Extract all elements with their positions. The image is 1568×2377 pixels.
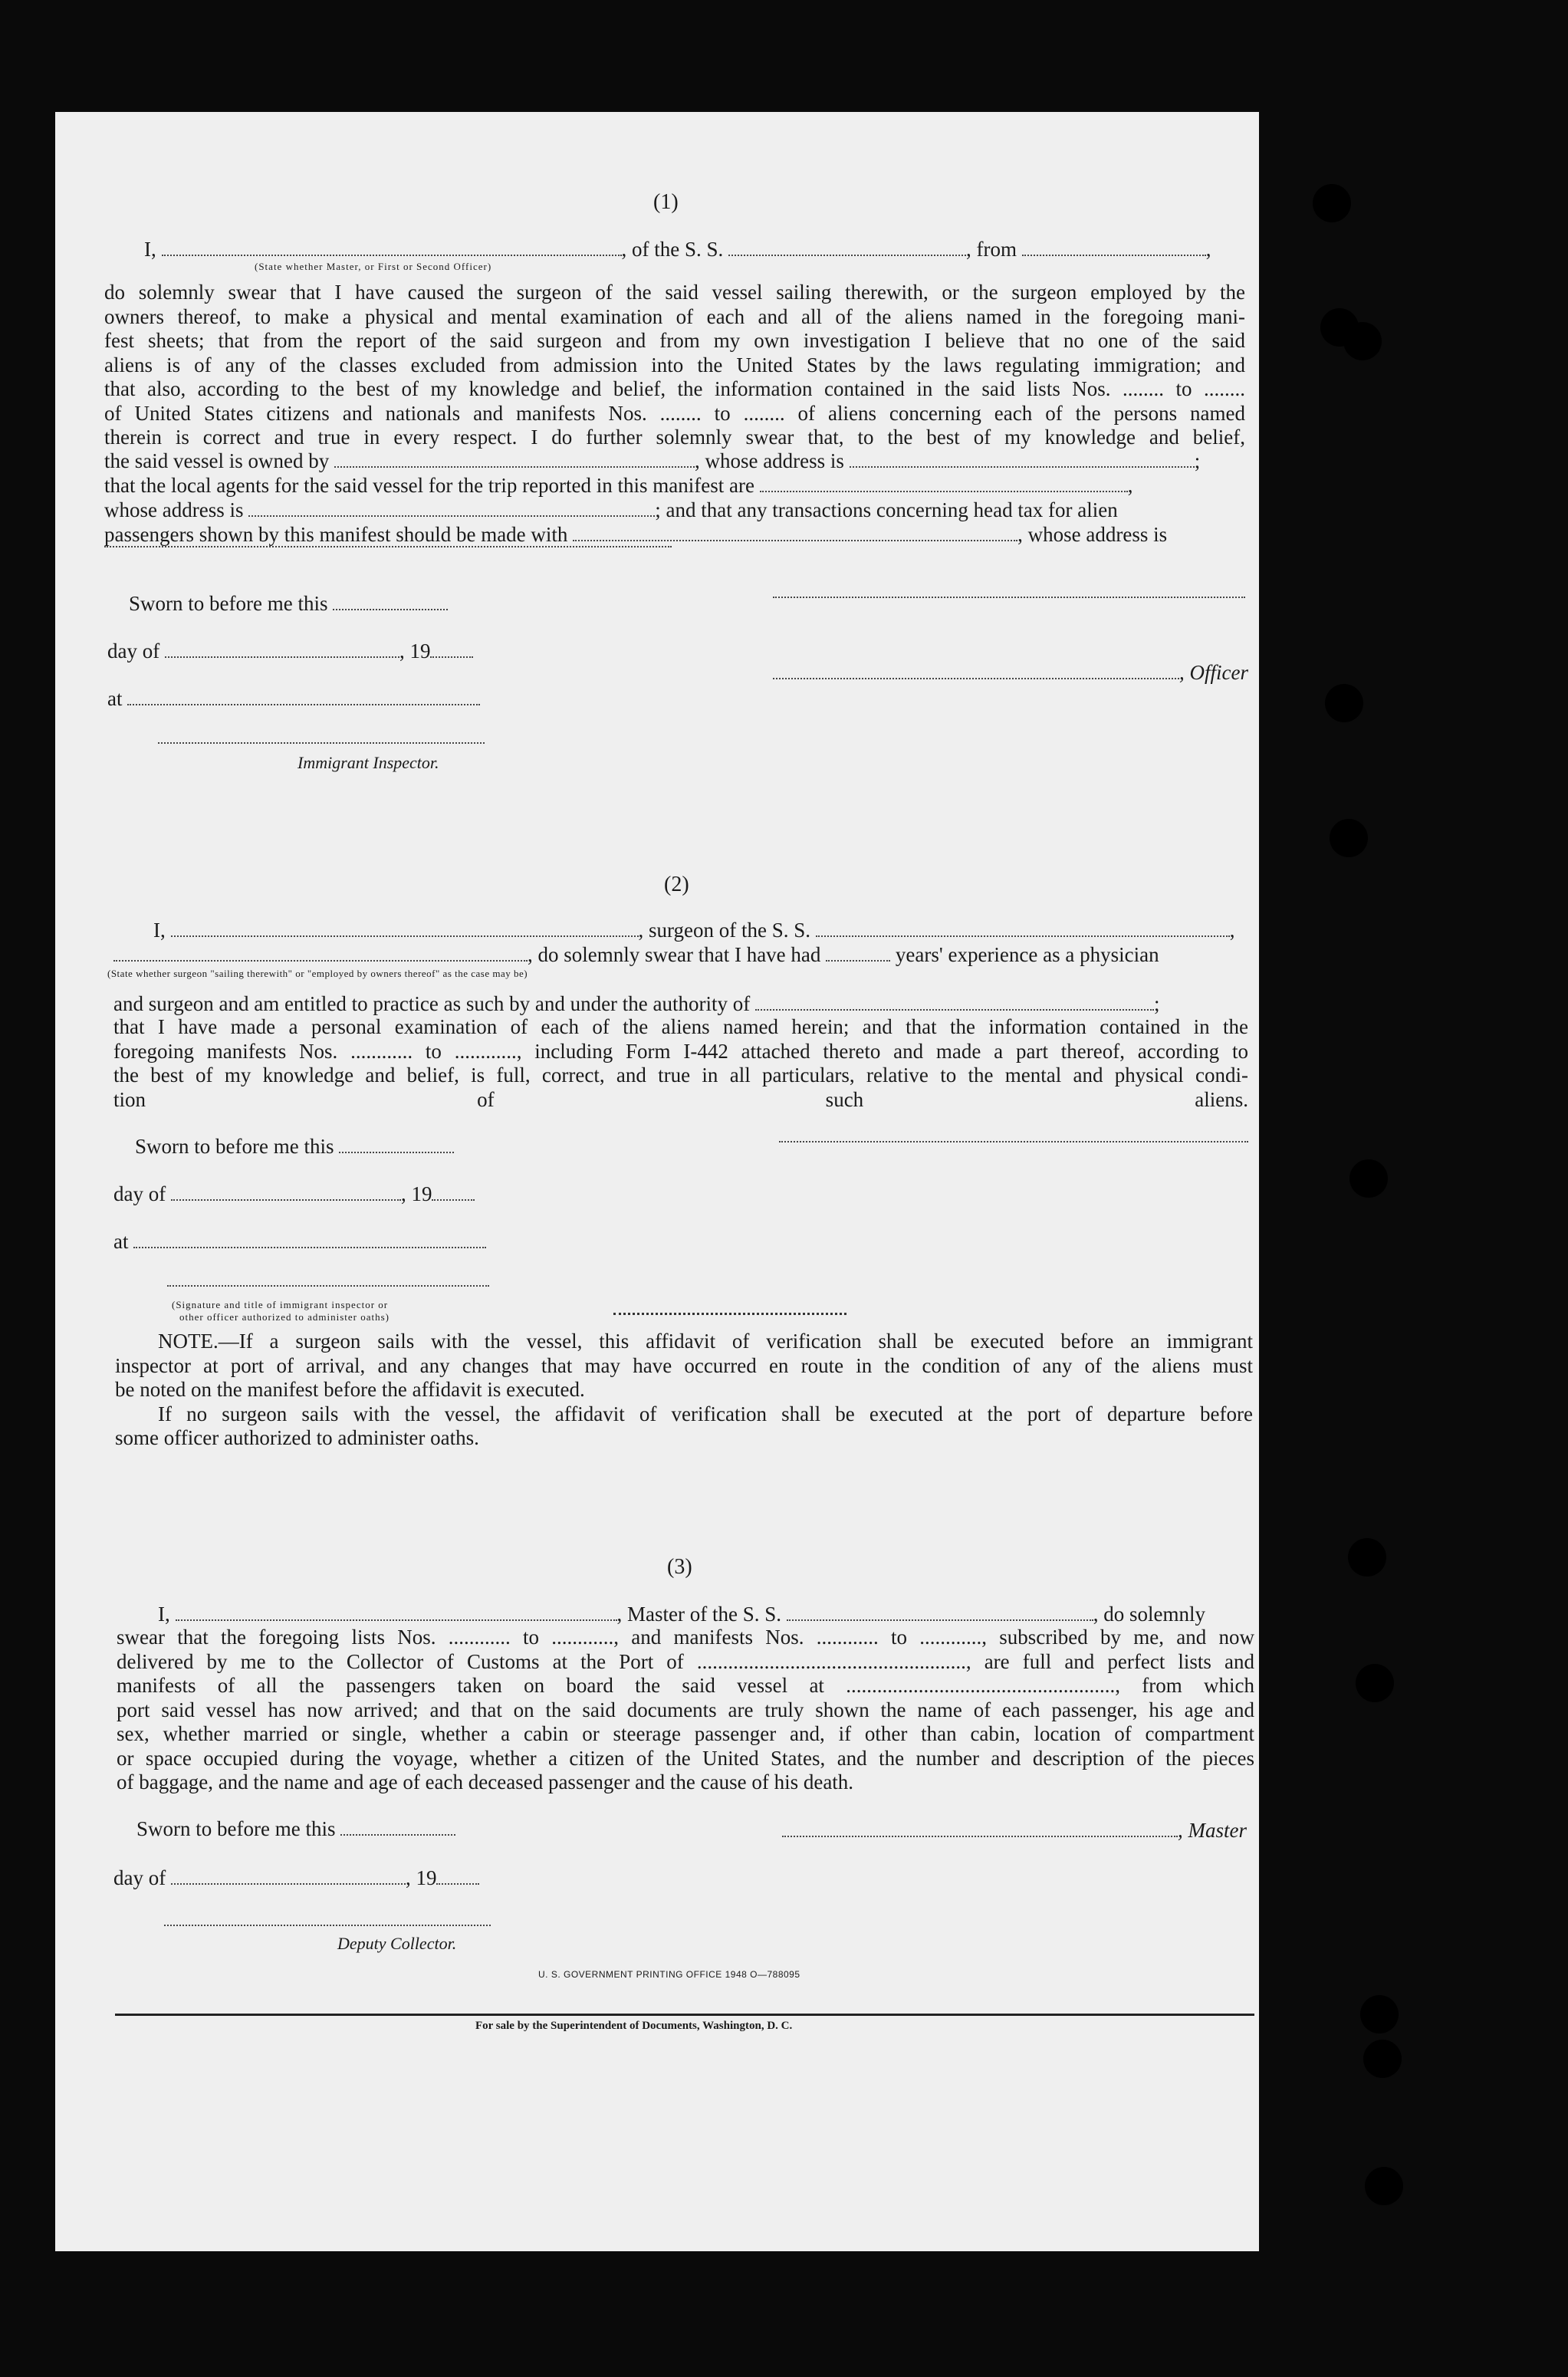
s2-body-line-2: foregoing manifests Nos. ............ to ............, including Form I-442 attached thereto and made a part thereof, according to	[113, 1039, 1248, 1063]
month-field-3[interactable]	[171, 1869, 406, 1885]
officer-rank-field[interactable]	[162, 241, 622, 256]
s2-body-line-3: the best of my knowledge and belief, is full, correct, and true in all particulars, relative to the mental and physical condi-	[113, 1064, 1248, 1087]
text-master-of-ss: , Master of the S. S.	[616, 1603, 781, 1626]
s2-note-line-1: NOTE.—If a surgeon sails with the vessel, this affidavit of verification shall be executed before an immigrant	[158, 1330, 1253, 1353]
surgeon-signature-field[interactable]	[779, 1141, 1248, 1142]
punch-hole-9	[1360, 1995, 1399, 2033]
s1-body-line-5: that also, according to the best of my knowledge and belief, the information contained in the said lists Nos. ........ to ........	[104, 377, 1245, 400]
text-i: I,	[144, 238, 156, 261]
section-2-line-2	[113, 943, 1159, 967]
year-field-2[interactable]	[432, 1185, 475, 1201]
text-whose-address-3: , whose address is	[1017, 523, 1168, 546]
year-field[interactable]	[430, 643, 473, 658]
section-3-line-1	[158, 1603, 1205, 1626]
text-years-experience: years' experience as a physician	[895, 943, 1159, 966]
text-i: I,	[158, 1603, 170, 1626]
footer-rule	[115, 2014, 1254, 2016]
text-head-tax: ; and that any transactions concerning head tax for alien	[655, 498, 1118, 521]
head-tax-agent-field[interactable]	[573, 526, 1017, 541]
s1-passengers-line	[104, 523, 1167, 547]
s1-body-line-3: fest sheets; that from the report of the said surgeon and from my own investigation I believe that no one of the said	[104, 329, 1245, 352]
master-name-field[interactable]	[176, 1606, 617, 1621]
s2-note-line-5: some officer authorized to administer oaths.	[115, 1426, 479, 1449]
head-tax-address-field[interactable]	[104, 546, 672, 547]
text-master: , Master	[1178, 1819, 1247, 1842]
s1-agent-address-line	[104, 498, 1118, 522]
s2-note-line-2: inspector at port of arrival, and any changes that may have occurred en route in the condition of any of the aliens must	[115, 1353, 1253, 1377]
text-surgeon-of-ss: , surgeon of the S. S.	[638, 919, 811, 942]
s1-body-line-1: do solemnly swear that I have caused the surgeon of the said vessel sailing therewith, or the surgeon employed by the	[104, 281, 1245, 304]
s3-body-line-1: swear that the foregoing lists Nos. ............ to ............, and manifests Nos. ............ to ............, subscribed by me, and now	[117, 1626, 1254, 1649]
sworn-day-field[interactable]	[333, 595, 448, 610]
owner-field[interactable]	[334, 452, 695, 468]
s1-body-line-4: aliens is of any of the classes excluded from admission into the United States by the laws regulating immigration; and	[104, 353, 1245, 376]
section-1-caption: (State whether Master, or First or Second Officer)	[255, 261, 492, 272]
text-do-solemnly-swear: , do solemnly swear that I have had	[528, 943, 821, 966]
section-1-line-1: I, , of the S. S. , from ,	[144, 238, 1211, 261]
section-2-note	[115, 1330, 1253, 1451]
text-officer: , Officer	[1179, 661, 1248, 684]
s3-collector-caption: Deputy Collector.	[337, 1934, 457, 1953]
agent-address-field[interactable]	[248, 501, 655, 517]
punch-hole-7	[1348, 1538, 1386, 1576]
s2-sig-caption-1: (Signature and title of immigrant inspector or	[172, 1299, 389, 1310]
surgeon-name-field[interactable]	[171, 922, 639, 937]
s3-body-line-3: manifests of all the passengers taken on board the said vessel at ...................................................., from which	[117, 1674, 1254, 1697]
s3-sworn-line	[136, 1817, 455, 1841]
from-port-field[interactable]	[1022, 241, 1206, 256]
text-whose-address: , whose address is	[694, 449, 844, 472]
text-sworn: Sworn to before me this	[135, 1135, 334, 1158]
punch-hole-10	[1363, 2040, 1402, 2078]
punch-hole-8	[1356, 1664, 1394, 1702]
officer-signature-field[interactable]	[773, 597, 1245, 598]
text-19: , 19	[400, 1182, 432, 1205]
sworn-day-field-2[interactable]	[339, 1138, 454, 1153]
vessel-name-field[interactable]	[728, 241, 966, 256]
vessel-name-field-2[interactable]	[816, 922, 1230, 937]
text-at: at	[107, 687, 123, 710]
text-local-agents: that the local agents for the said vessel for the trip reported in this manifest are	[104, 474, 754, 497]
s3-body-line-7: of baggage, and the name and age of each deceased passenger and the cause of his death.	[117, 1770, 854, 1793]
s1-inspector-caption: Immigrant Inspector.	[297, 753, 439, 772]
punch-hole-5	[1330, 819, 1368, 857]
text-day-of: day of	[113, 1182, 166, 1205]
vessel-name-field-3[interactable]	[787, 1606, 1093, 1621]
text-19: , 19	[399, 639, 431, 662]
s2-sworn-line	[135, 1135, 454, 1159]
gpo-imprint: U. S. GOVERNMENT PRINTING OFFICE 1948 O—788095	[538, 1969, 800, 1980]
punch-hole-11	[1365, 2167, 1403, 2205]
s3-body-line-4: port said vessel has now arrived; and that on the said documents are truly shown the name of each passenger, his age and	[117, 1698, 1254, 1721]
section-2-number: (2)	[664, 873, 689, 896]
text-sworn: Sworn to before me this	[129, 592, 328, 615]
section-1-body	[104, 281, 1245, 450]
text-whose-address-2: whose address is	[104, 498, 244, 521]
month-field[interactable]	[165, 643, 399, 658]
s1-body-line-2: owners thereof, to make a physical and mental examination of each and all of the aliens named in the foregoing mani-	[104, 304, 1245, 328]
punch-hole-1	[1313, 184, 1351, 222]
sale-notice: For sale by the Superintendent of Documents, Washington, D. C.	[475, 2020, 793, 2032]
s1-body-line-7: therein is correct and true in every respect. I do further solemnly swear that, to the best of my knowledge and belief,	[104, 426, 1245, 449]
s1-at-line	[107, 687, 480, 711]
place-field[interactable]	[127, 690, 480, 705]
section-2-line-1: I, , surgeon of the S. S. ,	[153, 919, 1235, 942]
year-field-3[interactable]	[436, 1869, 479, 1885]
section-3-number: (3)	[667, 1555, 692, 1579]
section-3-body	[117, 1626, 1254, 1795]
s2-authority-line: and surgeon and am entitled to practice as such by and under the authority of ;	[113, 992, 1160, 1015]
text-of-ss: , of the S. S.	[621, 238, 724, 261]
punch-hole-3	[1343, 322, 1382, 360]
agents-field[interactable]	[760, 477, 1128, 492]
text-do-solemnly: , do solemnly	[1093, 1603, 1205, 1626]
collector-signature-field[interactable]	[164, 1925, 491, 1926]
s3-body-line-6: or space occupied during the voyage, whether a citizen of the United States, and the number and description of the pieces	[117, 1746, 1254, 1770]
s2-note-line-4: If no surgeon sails with the vessel, the affidavit of verification shall be executed at the port of departure before	[158, 1402, 1253, 1425]
section-2-caption: (State whether surgeon "sailing therewith" or "employed by owners thereof" as the case may be)	[107, 968, 528, 979]
month-field-2[interactable]	[171, 1185, 401, 1201]
dotted-separator	[613, 1313, 846, 1315]
master-signature-field[interactable]	[782, 1822, 1178, 1837]
section-2-body	[113, 1015, 1248, 1112]
years-field[interactable]	[826, 946, 890, 962]
text-owned-by: the said vessel is owned by	[104, 449, 330, 472]
text-passengers: passengers shown by this manifest should be made with	[104, 523, 568, 546]
s2-at-line	[113, 1230, 486, 1254]
text-day-of: day of	[113, 1866, 166, 1889]
sworn-day-field-3[interactable]	[340, 1820, 455, 1836]
s2-body-line-4: tion of such aliens.	[113, 1087, 1248, 1111]
authority-field[interactable]	[755, 995, 1154, 1011]
s1-sworn-line	[129, 592, 448, 616]
text-at: at	[113, 1230, 129, 1253]
surgeon-type-field[interactable]	[113, 946, 528, 962]
owner-address-field[interactable]	[850, 452, 1195, 468]
inspector-signature-field[interactable]	[158, 742, 485, 744]
s3-body-line-5: sex, whether married or single, whether a cabin or steerage passenger and, if other than cabin, location of compartment	[117, 1722, 1254, 1745]
punch-hole-4	[1325, 684, 1363, 722]
s2-body-line-1: that I have made a personal examination of each of the aliens named herein; and that the information contained in the	[113, 1015, 1248, 1038]
text-sworn: Sworn to before me this	[136, 1817, 336, 1840]
punch-hole-6	[1349, 1159, 1388, 1198]
officer-name-field[interactable]	[773, 664, 1179, 679]
s3-body-line-2: delivered by me to the Collector of Customs at the Port of ...................................................., are full and perfect lists and	[117, 1649, 1254, 1673]
text-19: , 19	[405, 1866, 437, 1889]
s2-day-line	[113, 1182, 475, 1206]
section-1-number: (1)	[653, 190, 679, 214]
s1-owned-line: the said vessel is owned by , whose address is ;	[104, 449, 1201, 472]
text-day-of: day of	[107, 639, 160, 662]
place-field-2[interactable]	[133, 1233, 486, 1248]
text-from: , from	[966, 238, 1017, 261]
s1-agents-line: that the local agents for the said vessel for the trip reported in this manifest are ,	[104, 474, 1133, 497]
s1-day-line	[107, 639, 473, 663]
s1-body-line-6: of United States citizens and nationals and manifests Nos. ........ to ........ of aliens concerning each of the persons named	[104, 401, 1245, 425]
s1-officer-line	[773, 661, 1248, 685]
inspector-signature-field-2[interactable]	[167, 1285, 489, 1287]
text-i: I,	[153, 919, 166, 942]
s3-master-line	[782, 1819, 1247, 1843]
s2-note-line-3: be noted on the manifest before the affidavit is executed.	[115, 1378, 585, 1401]
text-authority: and surgeon and am entitled to practice as such by and under the authority of	[113, 992, 751, 1015]
s2-sig-caption-2: other officer authorized to administer oaths)	[179, 1311, 390, 1323]
s3-day-line	[113, 1866, 479, 1890]
